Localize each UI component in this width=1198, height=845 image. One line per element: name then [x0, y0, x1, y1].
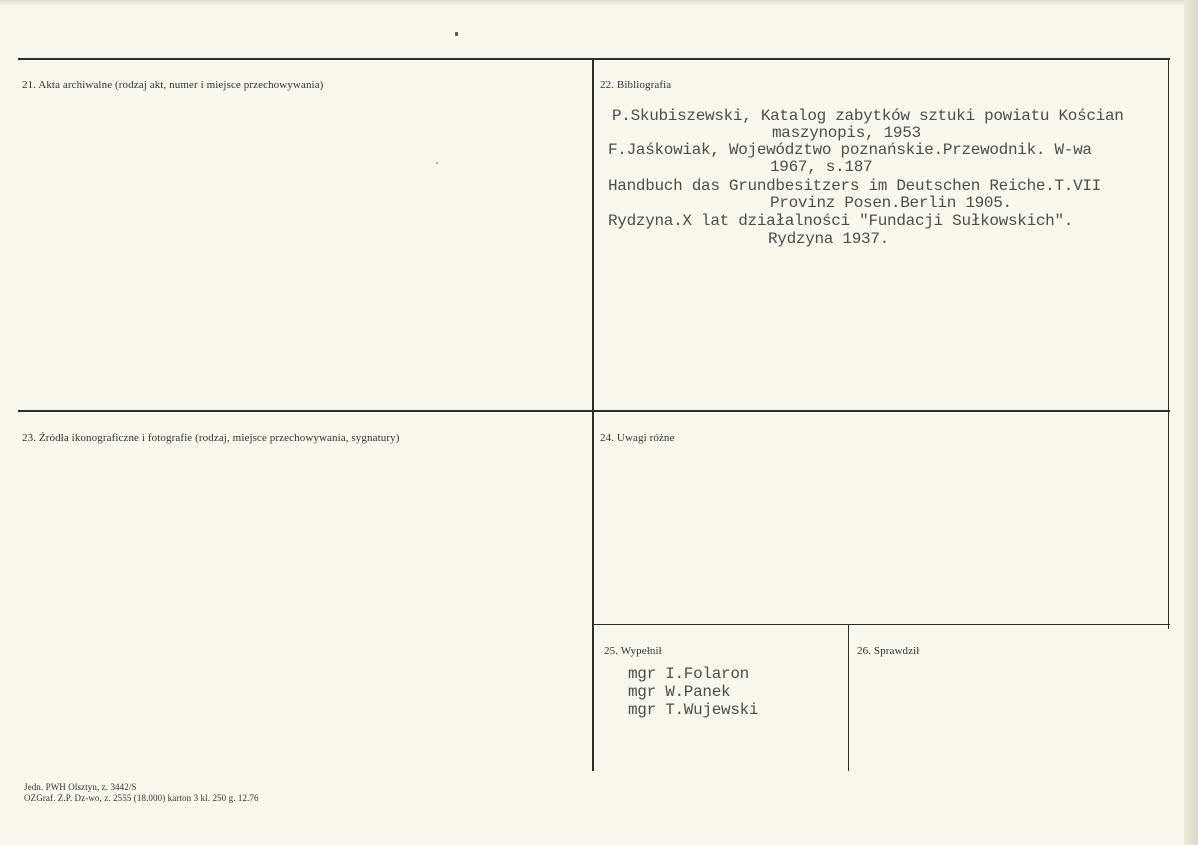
field-23-label: 23. Źródła ikonograficzne i fotografie (rodzaj, miejsce przechowywania, sygnatury) — [22, 432, 400, 444]
signature-divider — [848, 625, 849, 771]
bibliography-line: Rydzyna.X lat działalności "Fundacji Sułkowskich". — [608, 212, 1074, 230]
card-right-edge — [1184, 0, 1198, 845]
bibliography-line: Rydzyna 1937. — [768, 230, 889, 248]
printer-imprint-line-1: Jedn. PWH Olsztyn, z. 3442/S — [24, 782, 137, 792]
field-26-label: 26. Sprawdził — [857, 645, 920, 657]
card-top-edge — [0, 0, 1198, 6]
field-22-label: 22. Bibliografia — [600, 79, 672, 91]
middle-rule — [18, 410, 1170, 412]
filled-by-name: mgr I.Folaron — [628, 665, 749, 683]
ink-speck — [436, 162, 438, 164]
center-divider — [592, 59, 594, 771]
bibliography-line: Handbuch das Grundbesitzers im Deutschen Reiche.T.VII — [608, 177, 1101, 195]
filled-by-name: mgr T.Wujewski — [628, 701, 759, 719]
field-24-label: 24. Uwagi różne — [600, 432, 675, 444]
field-25-label: 25. Wypełnił — [604, 645, 662, 657]
bibliography-line: maszynopis, 1953 — [772, 124, 921, 142]
bibliography-line: F.Jaśkowiak, Województwo poznańskie.Przewodnik. W-wa — [608, 141, 1092, 159]
printer-imprint-line-2: OZGraf. Z.P. Dz-wo, z. 2555 (18.000) karton 3 kl. 250 g. 12.76 — [24, 793, 259, 803]
bibliography-line: Provinz Posen.Berlin 1905. — [770, 194, 1012, 212]
ink-speck — [455, 32, 458, 36]
signature-rule — [594, 624, 1170, 625]
right-border — [1168, 59, 1169, 629]
bibliography-line: 1967, s.187 — [770, 158, 873, 176]
field-21-label: 21. Akta archiwalne (rodzaj akt, numer i miejsce przechowywania) — [22, 79, 324, 91]
filled-by-name: mgr W.Panek — [628, 683, 731, 701]
bibliography-line: P.Skubiszewski, Katalog zabytków sztuki powiatu Kościan — [612, 107, 1124, 125]
top-rule — [18, 58, 1170, 60]
